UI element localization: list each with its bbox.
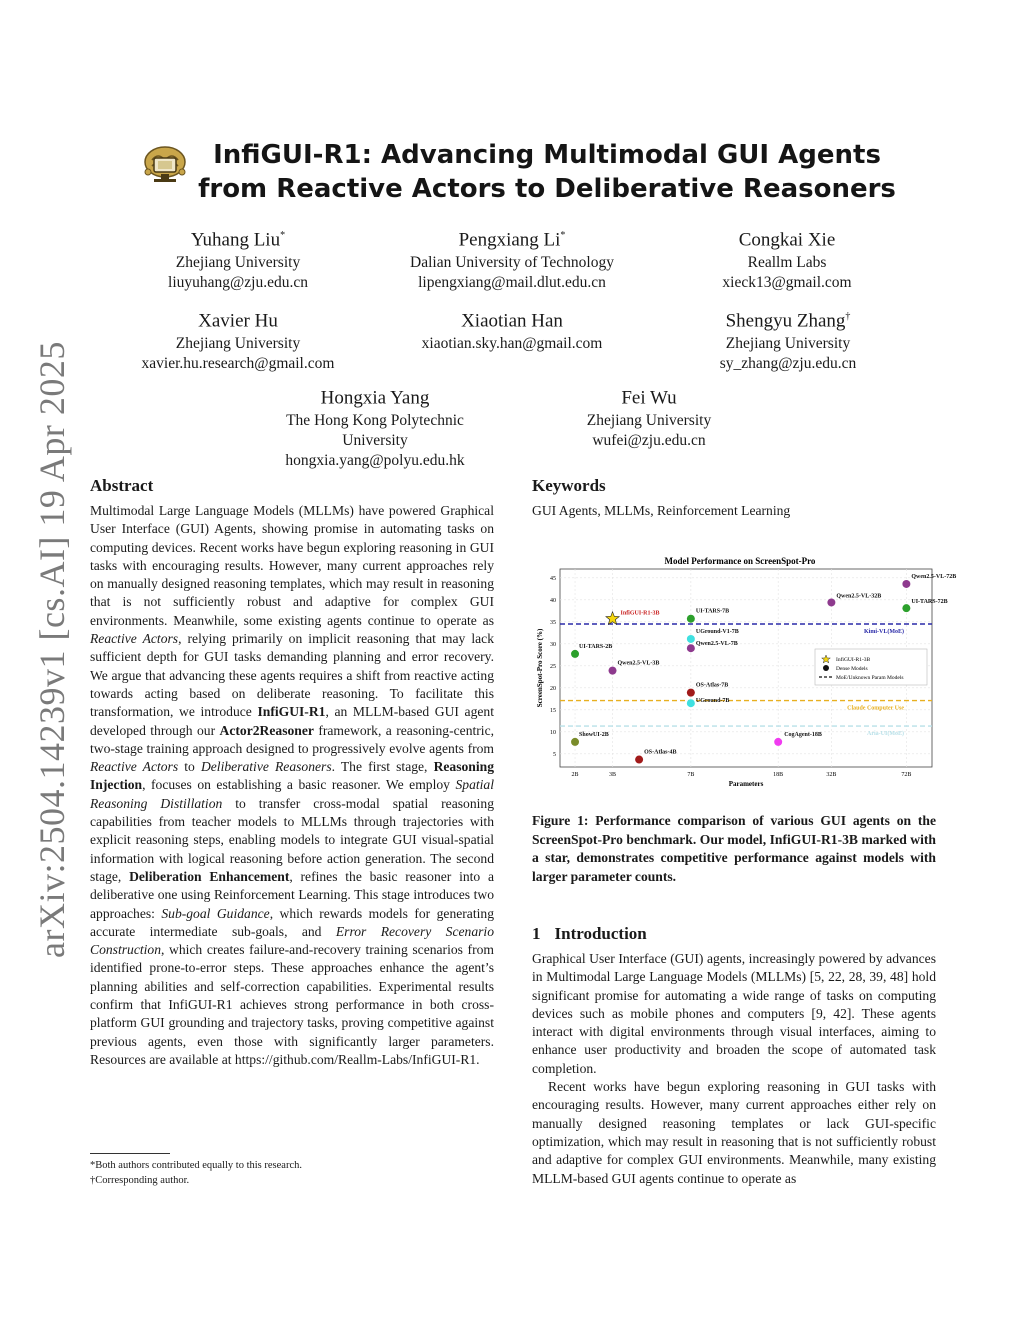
data-point-label: UGround-V1-7B [695, 628, 739, 635]
section-number: 1 [532, 924, 541, 943]
data-point [687, 689, 695, 697]
author-name: Pengxiang Li* [458, 229, 566, 251]
author-affiliation: Zhejiang University [586, 412, 712, 430]
x-tick-label: 32B [826, 772, 837, 778]
author-name: Shengyu Zhang† [725, 310, 851, 332]
data-point [571, 650, 579, 658]
data-point-label: Qwen2.5-VL-32B [836, 593, 882, 600]
y-tick-label: 10 [550, 729, 556, 736]
data-point-label: Qwen2.5-VL-7B [695, 641, 738, 648]
data-point [687, 635, 695, 643]
keywords-section [532, 474, 936, 520]
data-point-label: UI-TARS-2B [579, 643, 613, 650]
abstract-heading: Abstract [90, 476, 154, 495]
author-affiliation: Zhejiang University [175, 254, 301, 272]
reference-line-label: Aria-UI(MoE) [867, 731, 904, 738]
data-point [827, 598, 835, 606]
author-email: sy_zhang@zju.edu.cn [719, 355, 857, 373]
x-axis-ticks [572, 772, 912, 778]
data-point [635, 756, 643, 764]
y-tick-label: 45 [550, 575, 556, 582]
author-name: Hongxia Yang [320, 387, 430, 409]
data-point-label: InfiGUI-R1-3B [620, 610, 660, 617]
chart-legend [815, 649, 927, 685]
x-tick-label: 7B [687, 772, 695, 778]
footnote-divider [90, 1153, 170, 1154]
data-point [687, 644, 695, 652]
footnotes [90, 1158, 490, 1188]
author-affiliation: The Hong Kong Polytechnic [286, 412, 464, 430]
author-name: Congkai Xie [738, 229, 836, 251]
data-point-label: CogAgent-18B [784, 731, 822, 738]
chart-title: Model Performance on ScreenSpot-Pro [664, 556, 816, 566]
data-point [609, 667, 617, 675]
y-tick-label: 30 [550, 641, 556, 648]
data-point [687, 699, 695, 707]
keywords-heading: Keywords [532, 476, 606, 495]
x-tick-label: 3B [609, 772, 617, 778]
data-point-label: Qwen2.5-VL-72B [911, 573, 957, 580]
y-axis-label: ScreenSpot-Pro Score (%) [536, 628, 544, 708]
intro-paragraph-2: Recent works have begun exploring reasoning in GUI tasks with encouraging results. However, many current approaches either rely on manually designed reasoning templates or lack GUI-specific optimization, which may result in reasoning that is not sufficiently robust and adaptive for complex GUI environments. Meanwhile, many existing MLLM-based GUI agents continue to operate as [532, 1079, 936, 1186]
arxiv-identifier: arXiv:2504.14239v1 [cs.AI] 19 Apr 2025 [32, 341, 72, 958]
intro-paragraph-1: Graphical User Interface (GUI) agents, increasingly powered by advances in Multimodal Large Language Models (MLLMs) [5, 22, 28, 39, 48] hold significant promise for automating a wide range of tasks on computing devices such as mobile phones and computers [9, 42]. These agents interact with digital environments through visual interfaces, aiming to enhance user productivity and broaden the scope of automated task completion. [532, 951, 936, 1076]
author-email: lipengxiang@mail.dlut.edu.cn [418, 274, 606, 292]
author-block [404, 305, 620, 354]
author-name: Fei Wu [621, 387, 677, 409]
author-block [702, 224, 872, 293]
author-block [160, 224, 316, 293]
data-point [571, 738, 579, 746]
y-tick-label: 5 [553, 751, 556, 758]
reference-line-label: Kimi-VL(MoE) [864, 629, 904, 635]
legend-item: InfiGUI-R1-3B [836, 657, 871, 663]
x-tick-label: 72B [901, 772, 912, 778]
author-affiliation: Dalian University of Technology [410, 254, 614, 272]
author-affiliation: Zhejiang University [725, 335, 851, 353]
author-email: xavier.hu.research@gmail.com [141, 355, 335, 373]
figure-caption: Figure 1: Performance comparison of various GUI agents on the ScreenSpot-Pro benchmark. Our model, InfiGUI-R1-3B marked with a star, demonstrates competitive performance against models with larger parameter counts. [532, 813, 936, 884]
author-name: Yuhang Liu* [190, 229, 286, 251]
abstract-section [90, 474, 494, 1069]
x-tick-label: 18B [773, 772, 784, 778]
legend-item: Dense Models [836, 666, 868, 672]
author-email: xiaotian.sky.han@gmail.com [421, 335, 603, 353]
data-point-label: ShowUI-2B [579, 731, 609, 738]
author-name: Xiaotian Han [461, 310, 563, 332]
y-axis-ticks [550, 576, 556, 758]
data-point-label: UGround-7B [695, 698, 730, 705]
title-block [140, 138, 900, 208]
keywords-text: GUI Agents, MLLMs, Reinforcement Learning [532, 503, 791, 518]
author-affiliation: Zhejiang University [175, 335, 301, 353]
paper-title: InfiGUI-R1: Advancing Multimodal GUI Agents from Reactive Actors to Deliberative Reasoners [198, 140, 896, 204]
y-tick-label: 15 [550, 707, 556, 714]
data-point-label: UI-TARS-72B [911, 599, 948, 606]
abstract-text: Multimodal Large Language Models (MLLMs) have powered Graphical User Interface (GUI) Agents, showing promise in automating tasks on computing devices. Recent works have begun exploring reasoning in GUI tasks with encouraging results. However, many current approaches rely on manually designed reasoning templates, which may result in reasoning that is not sufficiently robust and adaptive for complex GUI environments. Meanwhile, some existing agents continue to operate as Reactive Actors, relying primarily on implicit reasoning that may lack sufficient depth for GUI tasks demanding planning and error recovery. We argue that advancing these agents requires a shift from reactive acting towards acting based on deliberate reasoning. To facilitate this transformation, we introduce InfiGUI-R1, an MLLM-based GUI agent developed through our Actor2Reasoner framework, a reasoning-centric, two-stage training approach designed to progressively evolve agents from Reactive Actors to Deliberative Reasoners. The first stage, Reasoning Injection, focuses on establishing a basic reasoner. We employ Spatial Reasoning Distillation to transfer cross-modal spatial reasoning capabilities from teacher models to MLLMs through trajectories with explicit reasoning steps, enabling models to integrate GUI visual-spatial information with logical reasoning before action generation. The second stage, Deliberation Enhancement, refines the basic reasoner into a deliberative one using Reinforcement Learning. This stage introduces two approaches: Sub-goal Guidance, which rewards models for generating accurate intermediate sub-goals, and Error Recovery Scenario Construction, which creates failure-and-recovery training scenarios from identified prone-to-error steps. These approaches enhance the agent’s planning abilities and self-correction capabilities. Experimental results confirm that InfiGUI-R1 achieves strong performance in both cross-platform GUI grounding and trajectory tasks, proving competitive against previous agents, even those with significantly larger parameters. Resources are available at https://github.com/Reallm-Labs/InfiGUI-R1. [90, 503, 495, 1067]
data-point [902, 580, 910, 588]
author-block [270, 382, 480, 471]
brain-monitor-logo-icon [140, 142, 190, 194]
author-email: liuyuhang@zju.edu.cn [168, 274, 308, 292]
data-point [774, 738, 782, 746]
introduction-body [532, 950, 936, 1188]
performance-scatter-chart [534, 552, 957, 788]
reference-line-label: Claude Computer Use [847, 705, 904, 712]
section-title: Introduction [554, 924, 647, 943]
author-email: wufei@zju.edu.cn [592, 432, 706, 450]
author-email: xieck13@gmail.com [722, 274, 852, 292]
legend-dot-icon [823, 665, 829, 671]
y-tick-label: 20 [550, 685, 556, 692]
x-axis-label: Parameters [728, 780, 764, 788]
author-block [575, 382, 723, 451]
data-point [687, 615, 695, 623]
author-name: Xavier Hu [198, 310, 278, 332]
y-tick-label: 25 [550, 663, 556, 670]
data-point-label: OS-Atlas-7B [695, 682, 729, 689]
data-point [902, 604, 910, 612]
footnote-corresponding-author: †Corresponding author. [90, 1175, 190, 1186]
footnote-equal-contribution: *Both authors contributed equally to this research. [90, 1160, 302, 1171]
figure-1 [534, 552, 957, 788]
introduction-heading [532, 924, 647, 944]
y-tick-label: 35 [550, 619, 556, 626]
author-block [392, 224, 632, 293]
author-affiliation-line2: University [342, 432, 408, 450]
author-block [128, 305, 348, 374]
data-point-label: Qwen2.5-VL-3B [617, 660, 660, 667]
y-tick-label: 40 [550, 597, 556, 604]
x-tick-label: 2B [571, 772, 579, 778]
data-point-label: UI-TARS-7B [695, 608, 730, 615]
author-block [706, 305, 870, 374]
author-email: hongxia.yang@polyu.edu.hk [285, 452, 465, 470]
legend-item: MoE/Unknown Param Models [836, 675, 904, 681]
data-point-label: OS-Atlas-4B [644, 749, 677, 756]
author-affiliation: Reallm Labs [747, 254, 827, 272]
